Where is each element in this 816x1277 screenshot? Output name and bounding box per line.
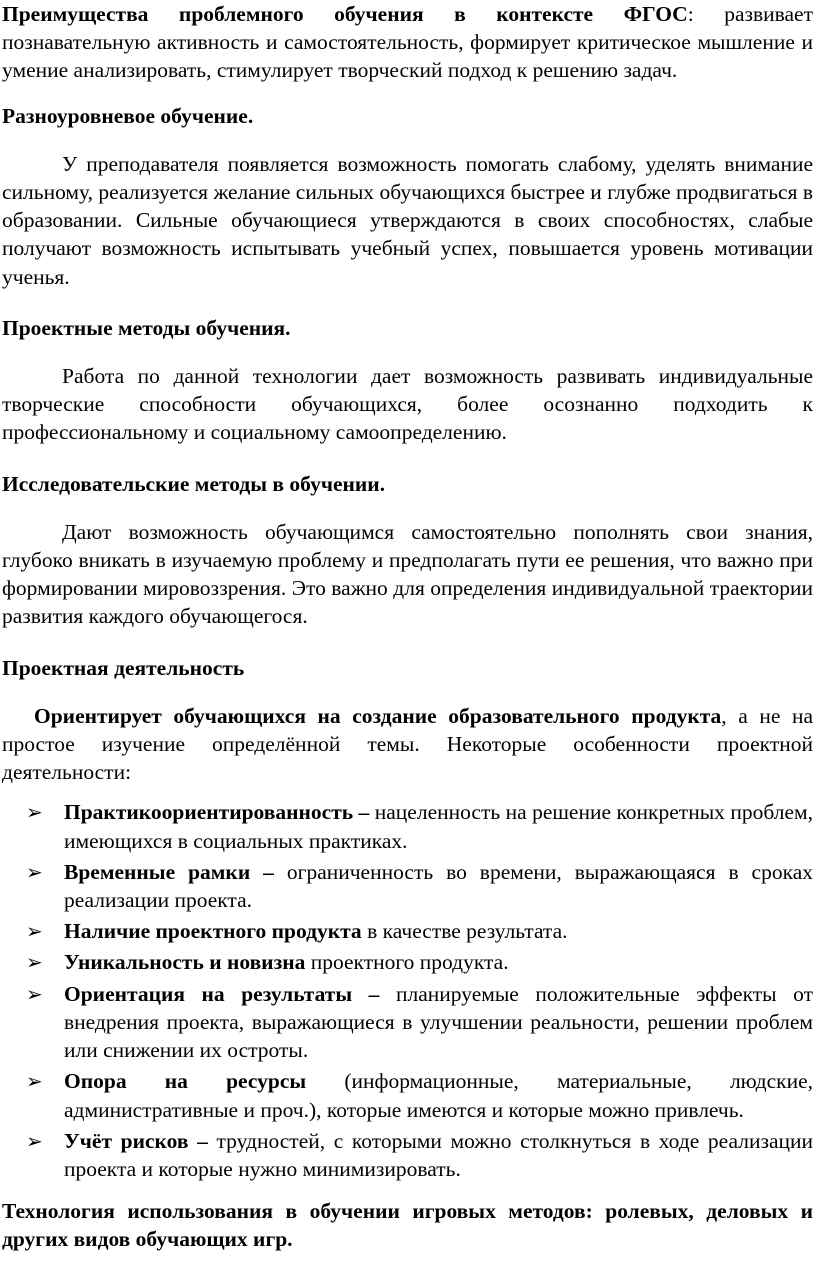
- section-heading-differentiated: Разноуровневое обучение.: [2, 103, 254, 128]
- arrowhead-right-icon: ➢: [26, 1069, 43, 1094]
- features-list: [2, 798, 813, 1183]
- list-item: [2, 1127, 813, 1183]
- list-item-text: трудностей, с которыми можно столкнуться в ходе реализации проекта и которые нужно минимизировать.: [64, 1128, 814, 1181]
- arrowhead-right-icon: ➢: [26, 981, 43, 1006]
- list-item: [2, 798, 813, 854]
- arrowhead-right-icon: ➢: [26, 859, 43, 884]
- list-item-bold: Уникальность и новизна: [64, 950, 306, 975]
- list-item-text: проектного продукта.: [305, 950, 509, 975]
- arrowhead-right-icon: ➢: [26, 800, 43, 825]
- list-item-text: планируемые положительные эффекты от внедрения проекта, выражающиеся в улучшении реальности, решении проблем или снижении их остроты.: [64, 981, 813, 1063]
- list-item: [2, 1067, 813, 1123]
- list-item-bold: Временные рамки –: [64, 859, 274, 884]
- section-body-project-methods: Работа по данной технологии дает возможность развивать индивидуальные творческие способности обучающихся, более осознанно подходить к профессиональному и социальному самоопределению.: [2, 364, 813, 445]
- list-item-text: в качестве результата.: [361, 919, 568, 944]
- list-item-text: ограниченность во времени, выражающаяся в сроках реализации проекта.: [64, 859, 813, 913]
- list-item: [2, 858, 813, 914]
- section-heading-research-methods: Исследовательские методы в обучении.: [2, 471, 386, 496]
- intro-paragraph: [2, 0, 813, 85]
- list-item-text: нацеленность на решение конкретных проблем, имеющихся в социальных практиках.: [64, 800, 813, 853]
- project-activity-lead: [2, 702, 813, 787]
- section-heading-project-activity: Проектная деятельность: [2, 655, 245, 680]
- section-body-research-methods: Дают возможность обучающимся самостоятельно пополнять свои знания, глубоко вникать в изучаемую проблему и предполагать пути ее решения, что важно при формировании мировоззрения. Это важно для определения индивидуальной траектории развития каждого обучающегося.: [2, 519, 813, 629]
- list-item-text: (информационные, материальные, людские, административные и проч.), которые имеются и которые можно привлечь.: [64, 1069, 814, 1122]
- section-heading-game-methods: Технология использования в обучении игровых методов: ролевых, деловых и других видов обучающих игр.: [2, 1199, 813, 1252]
- list-item: [2, 948, 813, 976]
- list-item-bold: Опора на ресурсы: [64, 1069, 307, 1094]
- list-item: [2, 917, 813, 945]
- list-item-bold: Ориентация на результаты –: [64, 981, 380, 1006]
- section-body-differentiated: У преподавателя появляется возможность помогать слабому, уделять внимание сильному, реализуется желание сильных обучающихся быстрее и глубже продвигаться в образовании. Сильные обучающиеся утверждаются в своих способностях, слабые получают возможность испытывать учебный успех, повышается уровень мотивации ученья.: [2, 151, 813, 289]
- arrowhead-right-icon: ➢: [26, 950, 43, 975]
- intro-text: : развивает познавательную активность и самостоятельность, формирует критическое мышление и умение анализировать, стимулирует творческий подход к решению задач.: [2, 2, 813, 83]
- project-activity-lead-text: , а не на простое изучение определённой темы. Некоторые особенности проектной деятельности:: [2, 703, 813, 785]
- project-activity-lead-bold: Ориентирует обучающихся на создание образовательного продукта: [34, 703, 722, 728]
- list-item: [2, 980, 813, 1065]
- arrowhead-right-icon: ➢: [26, 1128, 43, 1153]
- list-item-bold: Практикоориентированность –: [64, 800, 370, 825]
- arrowhead-right-icon: ➢: [26, 919, 43, 944]
- list-item-bold: Наличие проектного продукта: [64, 919, 362, 944]
- list-item-bold: Учёт рисков –: [64, 1128, 208, 1153]
- section-heading-project-methods: Проектные методы обучения.: [2, 315, 291, 340]
- intro-bold: Преимущества проблемного обучения в контексте ФГОС: [2, 2, 688, 26]
